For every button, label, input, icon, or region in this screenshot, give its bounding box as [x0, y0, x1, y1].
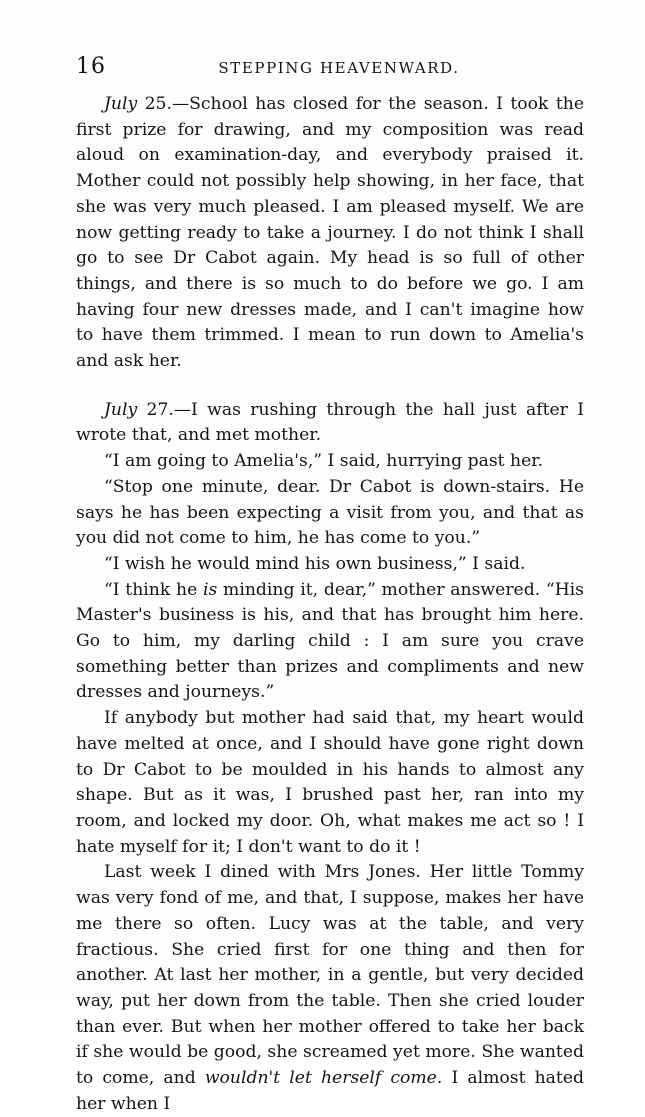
page-header	[76, 54, 578, 84]
entry-date: July	[104, 399, 138, 420]
entry-date: July	[104, 94, 138, 114]
diary-entry-july-27	[76, 398, 584, 449]
body-text	[76, 92, 584, 1117]
paragraph	[76, 578, 584, 707]
paragraph: “Stop one minute, dear. Dr Cabot is down-stairs. He says he has been expecting a visit from you, and that as you did not come to him, he has come to you.”	[76, 476, 584, 549]
emphasis-text: wouldn't let herself come.	[204, 1068, 443, 1089]
entry-text: 27.—I was rushing through the hall just after I wrote that, and met mother.	[76, 399, 584, 446]
running-title: STEPPING HEAVENWARD.	[218, 59, 460, 77]
entry-text: 25.—School has closed for the season. I took the first prize for drawing, and my composition was read aloud on examination-day, and everybody praised it. Mother could not possibly help showing, in her face, that she was very much pleased. I am pleased myself. We are now getting ready to take a journey. I do not think I shall go to see Dr Cabot again. My head is so full of other things, and there is so much to do before we go. I am having four new dresses made, and I can't imagine how to have them trimmed. I mean to run down to Amelia's and ask her.	[76, 94, 584, 372]
paragraph: “I wish he would mind his own business,” I said.	[104, 553, 526, 574]
page-number: 16	[76, 54, 106, 79]
emphasis-text: is	[202, 579, 218, 600]
diary-entry-july-25	[76, 92, 584, 375]
paragraph-text: “I think he	[104, 579, 203, 600]
paragraph-text: I almost hated her when I	[76, 1068, 584, 1114]
paragraph: “I am going to Amelia's,” I said, hurrying past her.	[104, 451, 544, 472]
paragraph: If anybody but mother had said that, my heart would have melted at once, and I should have gone right down to Dr Cabot to be moulded in his hands to almost any shape. But as it was, I brushed past her, ran into my room, and locked my door. Oh, what makes me act so ! I hate myself for it; I don't want to do it !	[76, 708, 584, 857]
paragraph	[76, 860, 584, 1117]
paragraph-text: minding it, dear,” mother answered. “His Master's business is his, and that has brought him here. Go to him, my darling child : I am sure you crave something better than prizes and compliments and new dresses and journeys.”	[76, 579, 584, 703]
paragraph-text: Last week I dined with Mrs Jones. Her little Tommy was very fond of me, and that, I suppose, makes her have me there so often. Lucy was at the table, and very fractious. She cried first for one thing and then for another. At last her mother, in a gentle, but very decided way, put her down from the table. Then she cried louder than ever. But when her mother offered to take her back if she would be good, she screamed yet more. She wanted to come, and	[76, 862, 584, 1089]
